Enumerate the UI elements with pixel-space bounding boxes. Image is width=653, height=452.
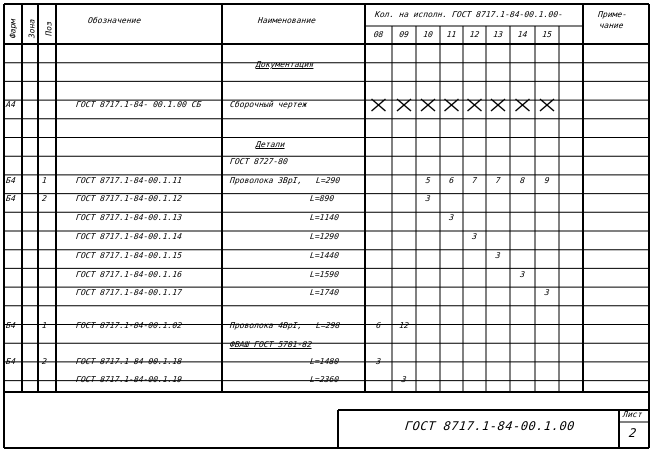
- row-designation: ГОСТ 8717.1-84-00.1.14: [75, 232, 183, 241]
- row-designation: ГОСТ 8717.1-84-00.1.15: [75, 251, 183, 260]
- row-name: Проволока 3ВрI,: [229, 176, 303, 185]
- row-qty: 5: [425, 176, 431, 185]
- header-note: Приме-чание: [597, 10, 628, 30]
- variant-label-12: 12: [469, 30, 480, 39]
- row-pos: 1: [41, 176, 48, 185]
- row-designation: ГОСТ 8717.1-84-00.1.16: [75, 270, 183, 279]
- row-designation: ГОСТ 8717.1-84-00.1.11: [75, 176, 183, 185]
- row-name: ГОСТ 8727-80: [229, 157, 289, 166]
- header-designation: Обозначение: [87, 16, 142, 25]
- row-pos: 2: [41, 357, 48, 366]
- row-designation: ГОСТ 8717.1-84-00.1.19: [75, 375, 183, 384]
- row-designation: ГОСТ 8717.1-84-00.1.18: [75, 357, 183, 366]
- row-designation: ГОСТ 8717.1-84-00.1.02: [75, 321, 183, 330]
- row-qty: 3: [495, 251, 501, 260]
- title-sheet-label: Лист: [622, 410, 643, 419]
- row-qty: 3: [519, 270, 526, 279]
- row-qty: 3: [471, 232, 478, 241]
- header-format: Фарм: [8, 18, 18, 39]
- row-name: Проволока 4ВрI,: [229, 321, 303, 330]
- row-qty: 12: [398, 321, 410, 330]
- row-qty: 9: [544, 176, 550, 185]
- row-format: Б4: [5, 194, 17, 203]
- row-format: А4: [5, 100, 17, 109]
- row-pos: 1: [41, 321, 48, 330]
- row-length: L=290: [315, 176, 341, 185]
- variant-label-14: 14: [517, 30, 528, 39]
- row-length: L=1440: [309, 251, 340, 260]
- variant-label-11: 11: [446, 30, 457, 39]
- row-designation: ГОСТ 8717.1-84-00.1.13: [75, 213, 183, 222]
- row-length: L=1290: [309, 232, 340, 241]
- row-length: L=298: [315, 321, 341, 330]
- row-qty: 3: [375, 357, 382, 366]
- row-qty: 6: [448, 176, 455, 185]
- row-pos: 2: [41, 194, 48, 203]
- row-qty: 6: [375, 321, 382, 330]
- row-name: Сборочный чертеж: [229, 100, 308, 109]
- row-qty: 3: [425, 194, 431, 203]
- row-designation: ГОСТ 8717.1-84- 00.1.00 СБ: [75, 100, 202, 109]
- title-sheet-number: 2: [628, 426, 638, 440]
- variant-label-15: 15: [541, 30, 553, 39]
- row-format: Б4: [5, 357, 17, 366]
- row-length: L=1740: [309, 288, 340, 297]
- row-qty: 7: [471, 176, 478, 185]
- row-length: L=2360: [309, 375, 340, 384]
- header-zone: Зона: [27, 18, 37, 39]
- variant-label-09: 09: [398, 30, 410, 39]
- variant-label-13: 13: [492, 30, 504, 39]
- row-name: ФВАШ ГОСТ 5781-82: [229, 340, 313, 349]
- row-name: Документация: [255, 60, 315, 69]
- row-qty: 8: [519, 176, 526, 185]
- variant-label-08: 08: [373, 30, 384, 39]
- row-qty: 3: [401, 375, 407, 384]
- header-pos: Поз: [44, 21, 54, 36]
- row-length: L=1140: [309, 213, 340, 222]
- row-qty: 3: [448, 213, 455, 222]
- header-name: Наименование: [257, 16, 317, 25]
- row-designation: ГОСТ 8717.1-84-00.1.17: [75, 288, 183, 297]
- row-designation: ГОСТ 8717.1-84-00.1.12: [75, 194, 183, 203]
- row-format: Б4: [5, 176, 17, 185]
- row-format: Б4: [5, 321, 17, 330]
- row-qty: 7: [495, 176, 501, 185]
- row-qty: 3: [544, 288, 550, 297]
- variant-label-10: 10: [422, 30, 434, 39]
- row-length: L=1480: [309, 357, 340, 366]
- title-doc-number: ГОСТ 8717.1-84-00.1.00: [404, 419, 576, 433]
- row-length: L=1590: [309, 270, 340, 279]
- header-qty-group: Кол. на исполн. ГОСТ 8717.1-84-00.1.00-: [374, 10, 564, 19]
- row-name: Детали: [255, 140, 286, 149]
- row-length: L=890: [309, 194, 335, 203]
